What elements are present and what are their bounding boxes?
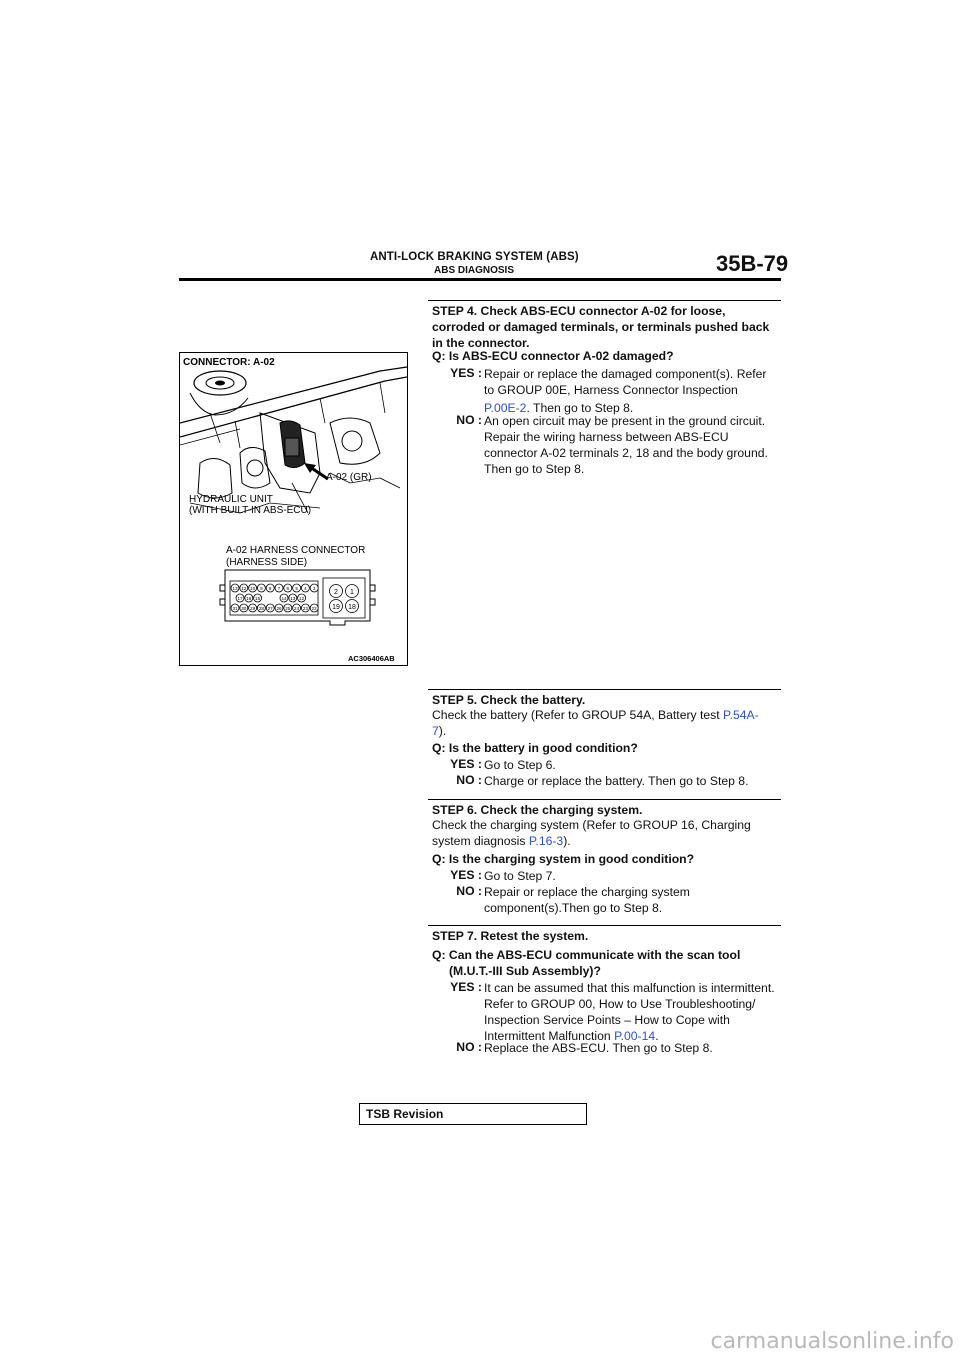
step7-yes-label: YES : <box>450 980 482 994</box>
connector-pin <box>231 604 239 612</box>
svg-text:5: 5 <box>295 585 298 591</box>
step6-no-label: NO : <box>456 884 482 898</box>
step4-yes-link[interactable]: P.00E-2 <box>484 401 527 415</box>
svg-text:17: 17 <box>237 595 243 601</box>
step7-rule <box>428 925 781 926</box>
svg-text:12: 12 <box>241 585 247 591</box>
connector-pin-large <box>330 600 343 613</box>
step6-body-l1: Check the charging system (Refer to GROUP 16, Charging <box>432 818 751 832</box>
step7-yes-l4-post: . <box>655 1029 659 1043</box>
step5-link-a[interactable]: P.54A- <box>723 708 759 722</box>
connector-pin <box>245 594 253 602</box>
figure-code: AC306406AB <box>348 654 395 663</box>
step4-no-label: NO : <box>456 413 482 427</box>
connector-pin <box>289 594 297 602</box>
connector-pin <box>266 604 274 612</box>
connector-pin <box>280 594 288 602</box>
svg-text:9: 9 <box>260 585 263 591</box>
step6-yes-label: YES : <box>450 868 482 882</box>
step4-yes-l2: to GROUP 00E, Harness Connector Inspection <box>484 383 738 397</box>
page-number: 35B-79 <box>716 251 789 276</box>
step4-title-l2: corroded or damaged terminals, or terminals pushed back <box>432 320 770 334</box>
connector-pin <box>284 604 292 612</box>
svg-text:18: 18 <box>348 603 356 611</box>
step6-body-post: ). <box>563 834 571 848</box>
connector-pin <box>254 594 262 602</box>
connector-pin <box>298 594 306 602</box>
connector-pin <box>301 584 309 592</box>
svg-text:8: 8 <box>268 585 272 591</box>
step5-link-b[interactable]: 7 <box>432 724 439 738</box>
step6-body-pre: system diagnosis <box>432 834 529 848</box>
step6-body-l2 <box>432 833 782 849</box>
step4-yes-text <box>484 366 784 416</box>
tsb-revision-label: TSB Revision <box>366 1107 444 1121</box>
connector-pin <box>275 584 283 592</box>
connector-id-label: A-02 (GR) <box>326 472 372 483</box>
step7-yes-l4-pre: Intermittent Malfunction <box>484 1029 615 1043</box>
connector-pin <box>293 584 301 592</box>
header-rule <box>179 278 781 281</box>
step7-yes-text <box>484 980 784 1044</box>
step4-title <box>432 303 782 351</box>
svg-text:7: 7 <box>277 585 281 591</box>
connector-pin <box>310 604 318 612</box>
step4-no-l3: connector A-02 terminals 2, 18 and the body ground. <box>484 446 768 460</box>
svg-text:14: 14 <box>281 595 287 601</box>
tsb-revision-box <box>359 1103 587 1125</box>
step6-rule <box>428 799 781 800</box>
step7-question-l1: Q: Can the ABS-ECU communicate with the scan tool <box>432 948 741 962</box>
svg-text:22: 22 <box>311 605 317 611</box>
connector-figure <box>179 352 408 666</box>
connector-pin-large <box>346 585 359 598</box>
step4-yes-l1: Repair or replace the damaged component(s). Refer <box>484 367 767 381</box>
step4-no-l1: An open circuit may be present in the ground circuit. <box>484 414 766 428</box>
step6-title: STEP 6. Check the charging system. <box>432 803 643 817</box>
svg-text:15: 15 <box>255 595 261 601</box>
svg-text:19: 19 <box>332 603 340 611</box>
watermark: carmanualsonline.info <box>710 1329 954 1354</box>
step5-body-l2 <box>432 723 782 739</box>
connector-pin <box>249 584 257 592</box>
svg-text:13: 13 <box>232 585 238 591</box>
connector-pin <box>301 604 309 612</box>
svg-text:12: 12 <box>299 595 305 601</box>
step7-title: STEP 7. Retest the system. <box>432 929 589 943</box>
step5-question: Q: Is the battery in good condition? <box>432 741 638 755</box>
connector-pin <box>266 584 274 592</box>
step6-no-text <box>484 884 784 916</box>
step5-body-post: ). <box>438 724 447 738</box>
step7-yes-l3: Inspection Service Points – How to Cope with <box>484 1013 730 1027</box>
connector-pin <box>257 584 265 592</box>
connector-pin <box>236 594 244 602</box>
step6-yes-text: Go to Step 7. <box>484 869 556 883</box>
step7-yes-l2: Refer to GROUP 00, How to Use Troubleshooting/ <box>484 997 756 1011</box>
step4-yes-label: YES : <box>450 366 482 380</box>
svg-text:25: 25 <box>285 605 291 611</box>
section-title: ANTI-LOCK BRAKING SYSTEM (ABS) <box>370 251 579 263</box>
svg-text:23: 23 <box>302 605 308 611</box>
step6-no-l2: component(s).Then go to Step 8. <box>484 901 663 915</box>
step4-no-l4: Then go to Step 8. <box>484 462 585 476</box>
step6-no-l1: Repair or replace the charging system <box>484 885 690 899</box>
svg-text:26: 26 <box>276 605 282 611</box>
svg-text:10: 10 <box>250 585 256 591</box>
step5-body-l1 <box>432 707 782 723</box>
connector-pin <box>231 584 239 592</box>
step4-question: Q: Is ABS-ECU connector A-02 damaged? <box>432 349 674 363</box>
unit-label-line1: HYDRAULIC UNIT <box>189 494 273 505</box>
connector-pin-large <box>346 600 359 613</box>
svg-text:13: 13 <box>290 595 296 601</box>
svg-text:3: 3 <box>312 585 316 591</box>
connector-pin <box>240 604 248 612</box>
step5-no-text: Charge or replace the battery. Then go to Step 8. <box>484 774 749 788</box>
step4-yes-l3-rest: . Then go to Step 8. <box>526 401 634 415</box>
step6-body <box>432 817 782 849</box>
step4-title-l1: STEP 4. Check ABS-ECU connector A-02 for loose, <box>432 304 726 318</box>
harness-connector-face <box>220 570 375 625</box>
connector-pin <box>284 584 292 592</box>
step7-yes-link[interactable]: P.00-14 <box>614 1029 656 1043</box>
step4-title-l3: in the connector. <box>432 336 530 350</box>
unit-label-line2: (WITH BUILT-IN ABS-ECU) <box>189 505 312 516</box>
connector-label: CONNECTOR: A-02 <box>183 357 275 368</box>
step5-body <box>432 707 782 739</box>
connector-pin <box>240 584 248 592</box>
step7-question-l2: (M.U.T.-III Sub Assembly)? <box>449 964 601 978</box>
connector-pin <box>293 604 301 612</box>
step5-rule <box>428 689 781 690</box>
svg-text:1: 1 <box>350 588 354 596</box>
svg-text:27: 27 <box>267 605 273 611</box>
svg-text:24: 24 <box>294 605 300 611</box>
step7-yes-l1: It can be assumed that this malfunction is intermittent. <box>484 981 775 995</box>
step7-no-text: Replace the ABS-ECU. Then go to Step 8. <box>484 1041 713 1055</box>
harness-label-line1: A-02 HARNESS CONNECTOR <box>226 545 366 556</box>
connector-pin-large <box>330 585 343 598</box>
svg-text:2: 2 <box>334 588 338 596</box>
step4-no-l2: Repair the wiring harness between ABS-ECU <box>484 430 729 444</box>
step6-link[interactable]: P.16-3 <box>528 834 564 848</box>
step4-rule <box>428 300 781 301</box>
step5-yes-label: YES : <box>450 757 482 771</box>
step7-question <box>432 947 782 979</box>
step6-question: Q: Is the charging system in good condition? <box>432 852 695 866</box>
connector-pin <box>310 584 318 592</box>
step4-no-text <box>484 413 784 477</box>
connector-pin <box>249 604 257 612</box>
step5-body-pre: Check the battery (Refer to GROUP 54A, Battery test <box>432 708 724 722</box>
svg-text:28: 28 <box>258 605 264 611</box>
svg-text:31: 31 <box>232 605 238 611</box>
connector-pin <box>275 604 283 612</box>
svg-text:16: 16 <box>246 595 252 601</box>
connector-pin <box>257 604 265 612</box>
step7-no-label: NO : <box>456 1040 482 1054</box>
section-subtitle: ABS DIAGNOSIS <box>434 265 515 276</box>
step5-yes-text: Go to Step 6. <box>484 758 556 772</box>
svg-text:4: 4 <box>304 585 307 591</box>
svg-text:30: 30 <box>241 605 247 611</box>
svg-text:6: 6 <box>286 585 290 591</box>
step5-no-label: NO : <box>456 773 482 787</box>
step5-title: STEP 5. Check the battery. <box>432 693 586 707</box>
harness-label-line2: (HARNESS SIDE) <box>226 557 308 568</box>
svg-text:29: 29 <box>250 605 256 611</box>
